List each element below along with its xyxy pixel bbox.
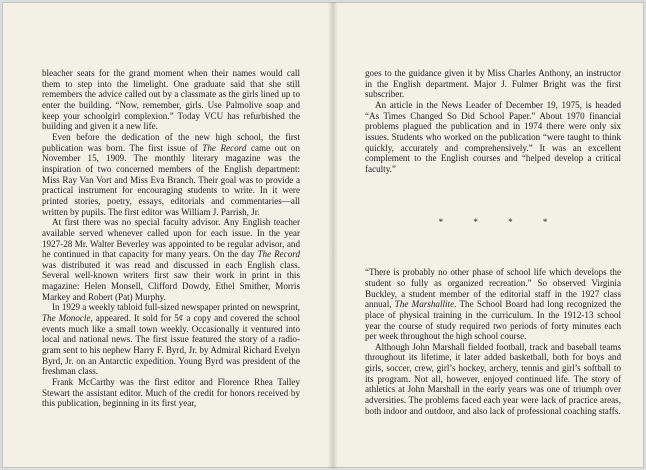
paragraph-1-text: bleacher seats for the grand moment when their names would call them to step into the limelight. One graduate said that she still remembers the advice called out by a classmate as the girls lined up to enter the building. “Now, remember, girls. Use Palmolive soap and keep your schoolgirl complexion.” Today VCU has refurbished the building and given it a new life. [42,68,300,132]
paragraph-3-text-a: At first there was no special faculty advisor. Any English teacher available served whenever called upon for each issue. In the year 1927-28 Mr. Walter Beverley was appointed to be regular advisor, and he continued in that capacity for many years. On the day [42,217,300,260]
section-separator: * * * * [438,216,562,227]
paragraph-2 [42,132,300,217]
paragraph-3 [42,217,300,302]
paragraph-9 [365,342,621,417]
paragraph-9-text: Although John Marshall fielded football, track and baseball teams throughout its lifetime, it later added basketball, both for boys and girls, soccer, crew, girl’s hockey, archery, tennis and girl’s softball to its program. Not all, however, enjoyed continued life. The story of athletics at John Marshall in the early years was one of triumph over adversities. The problems faced each year were lack of practice areas, both indoor and outdoor, and also lack of professional coaching staffs. [365,341,621,416]
the-marshallite-title: The Marshallite [394,299,455,310]
left-page-column [42,68,300,409]
paragraph-5-text: Frank McCarthy was the first editor and Florence Rhea Talley Stewart the assistant editor. Much of the credit for honors received by this publication, beginning in its first year, [42,377,300,409]
paragraph-5 [42,377,300,409]
paragraph-8 [365,267,621,342]
right-page-column [365,68,621,416]
paragraph-8-text-a: “There is probably no other phase of school life which develops the student so fully as organized recreation.” So observed Virginia Buckley, a student member of the editorial staff in the 1927 class annual, [365,267,621,310]
book-spread [2,2,644,468]
the-record-title: The Record [257,249,300,260]
paragraph-3-text-b: was distributed it was read and discussed in each English class. Several well-known writers first saw their work in print in this magazine: Helen Monsell, Clifford Dowdy, Ethel Smither, Morris Markey and Robert (Pat) Murphy. [42,259,300,302]
paragraph-6 [365,68,621,100]
paragraph-4 [42,302,300,377]
paragraph-8-text-b: . The School Board had long recognized the place of physical training in the curriculum. In the 1912-13 school year the course of study required two periods of forty minutes each per week throughout the high school course. [365,299,621,342]
paragraph-7-text: An article in the News Leader of December 19, 1975, is headed “As Times Changed So Did School Paper.” About 1970 financial problems plagued the publication and in 1974 there were only six issues. Students who worked on the publication “were taught to think quickly, accurately and comprehensively.” It was an excellent complement to the English courses and “helped develop a critical faculty.” [365,99,621,174]
paragraph-7 [365,100,621,175]
paragraph-4-text-b: , appeared. It sold for 5¢ a copy and covered the school events much like a small town weekly. Occasionally it ventured into local and national news. The first issue featured the story of a radio-gram sent to his nephew Harry F. Byrd, Jr. by Admiral Richard Evelyn Byrd, Jr. on an Antarctic expedition. Young Byrd was president of the freshman class. [42,313,300,377]
paragraph-1 [42,68,300,132]
book-gutter [328,2,338,468]
paragraph-4-text-a: In 1929 a weekly tabloid full-sized newspaper printed on newsprint, [52,302,300,313]
paragraph-2-text-b: came out on November 15, 1909. The monthly literary magazine was the inspiration of two concerned members of the English department: Miss Ray Van Vort and Miss Eva Branch. Their goal was to provide a practical instrument for encouraging students to write. In it were printed stories, poetry, essays, editorials and commentaries—all written by pupils. The first editor was William J. Parrish, Jr. [42,142,300,217]
the-record-title: The Record [202,142,247,153]
the-monocle-title: The Monocle [42,313,91,324]
paragraph-6-text: goes to the guidance given it by Miss Charles Anthony, an instructor in the English department. Major J. Fulmer Bright was the first subscriber. [365,68,621,100]
paragraph-2-text-a: Even before the dedication of the new high school, the first publication was born. The first issue of [42,131,300,153]
